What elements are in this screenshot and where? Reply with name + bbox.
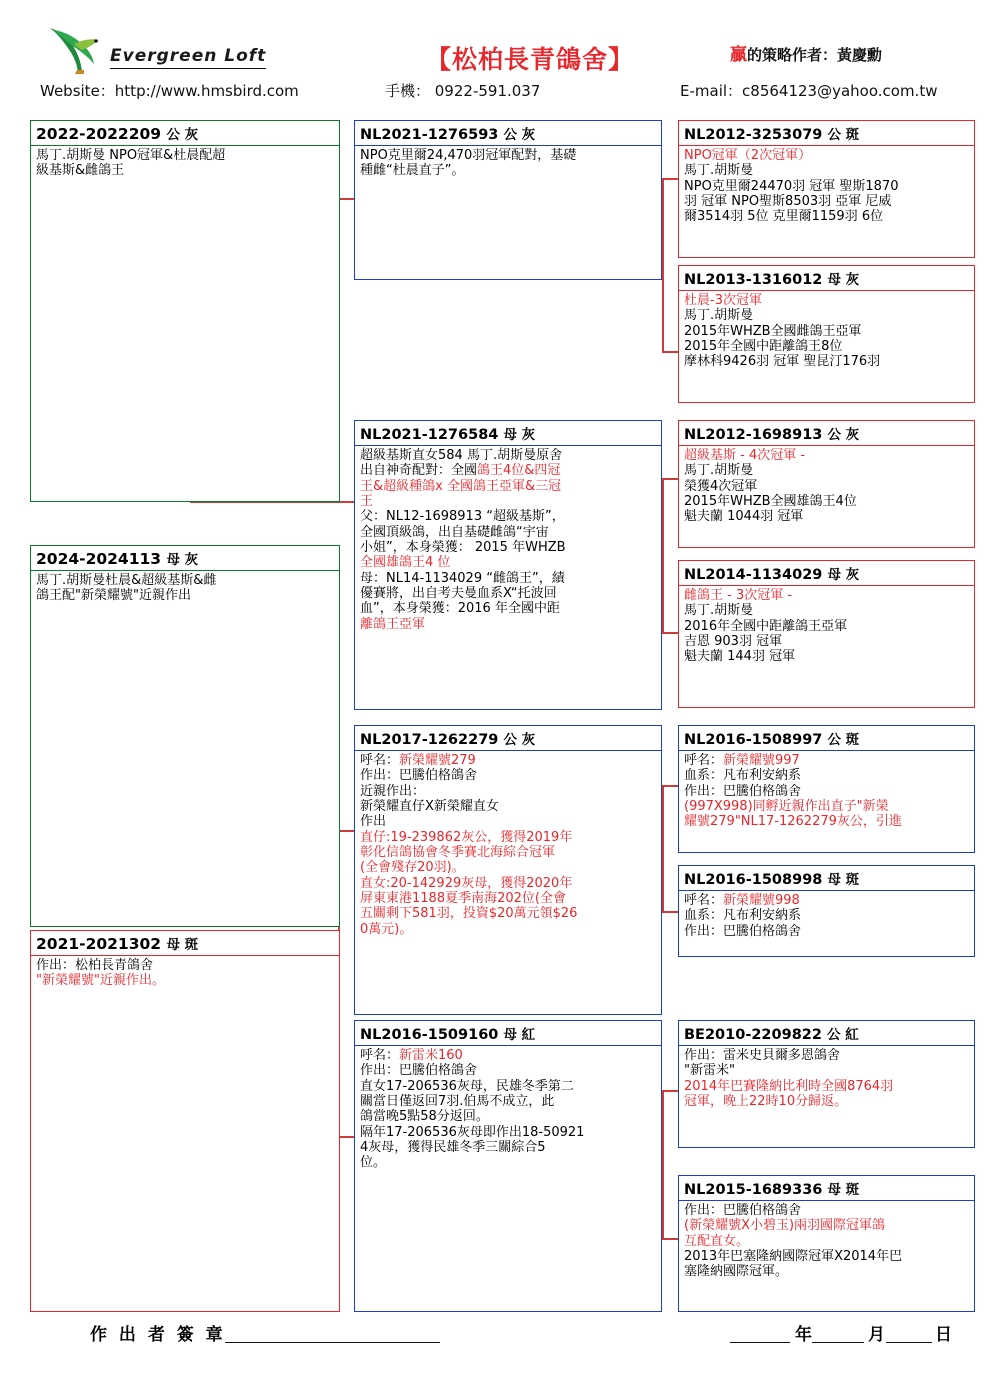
- website-text: Website：http://www.hmsbird.com: [40, 82, 299, 100]
- pedigree-box-gen3-4[interactable]: [678, 560, 975, 708]
- text-line: 作出：巴騰伯格鴿舍: [684, 783, 802, 799]
- sex-color: 母 紅: [503, 1027, 536, 1043]
- seg: 呼名：: [684, 893, 724, 908]
- text-line: 母：NL14-1134029 “雌鴿王”，績: [360, 570, 565, 586]
- sex-color: 公 灰: [503, 732, 536, 748]
- box-header: [31, 121, 339, 146]
- text-line: NPO冠軍（2次冠軍）: [684, 148, 812, 163]
- box-header: [679, 561, 974, 586]
- sex-color: 母 灰: [503, 427, 536, 443]
- box-header: [355, 421, 661, 446]
- ring-number: NL2015-1689336: [684, 1182, 823, 1198]
- text-line: "新榮耀號"近親作出。: [36, 973, 165, 989]
- text-line: [360, 448, 657, 463]
- box-header: [679, 866, 974, 891]
- seg: 呼名：: [360, 753, 400, 768]
- sex-color: 母 灰: [827, 567, 860, 583]
- box-body: [679, 446, 974, 527]
- text-line: NPO克里爾24470羽 冠軍 聖斯1870: [684, 178, 899, 194]
- box-header: [679, 726, 974, 751]
- box-body: [31, 146, 339, 181]
- ring-number: NL2014-1134029: [684, 567, 823, 583]
- pedigree-box-gen1-2[interactable]: [30, 545, 340, 927]
- box-body: [355, 446, 661, 634]
- text-line: 全國頂級鴿，出自基礎雌鴿“宇宙: [360, 524, 549, 540]
- text-line: 關當日僅返回7羽.伯馬不成立，此: [360, 1093, 555, 1109]
- text-line: 爾3514羽 5位 克里爾1159羽 6位: [684, 209, 884, 225]
- dove-logo-icon: [44, 24, 102, 76]
- connector: [662, 478, 678, 480]
- pedigree-box-gen2-1[interactable]: [354, 120, 662, 280]
- connector: [662, 911, 678, 913]
- ring-number: NL2021-1276593: [360, 127, 499, 143]
- text-line: 小姐”，本身榮獲： 2015 年WHZB: [360, 539, 566, 555]
- ring-number: NL2013-1316012: [684, 272, 823, 288]
- ring-number: 2024-2024113: [36, 550, 162, 568]
- box-body: [31, 571, 339, 606]
- phone-text: 手機： 0922-591.037: [385, 82, 541, 100]
- text-line: 作出: [360, 814, 387, 830]
- day-line[interactable]: [886, 1342, 932, 1343]
- text-line: (997X998)同孵近親作出直子"新榮: [684, 798, 889, 814]
- text-line: 摩林科9426羽 冠軍 聖昆汀176羽: [684, 354, 881, 370]
- month-line[interactable]: [812, 1342, 864, 1343]
- sex-color: 公 灰: [166, 127, 199, 143]
- sex-color: 母 斑: [166, 937, 199, 953]
- text-line: 馬丁.胡斯曼: [684, 603, 754, 619]
- text-line: 2015年全國中距離鴿王8位: [684, 338, 843, 354]
- text-line: 吉恩 903羽 冠軍: [684, 633, 783, 649]
- loft-name-en: Evergreen Loft: [110, 46, 266, 69]
- signature-label: 作 出 者 簽 章: [90, 1325, 226, 1345]
- text-line: 彰化信鴿協會冬季賽北海綜合冠軍: [360, 844, 556, 860]
- seg: 呼名：: [360, 1048, 400, 1063]
- page-title: 【松柏長青鴿舍】: [425, 45, 634, 74]
- box-body: [679, 586, 974, 667]
- text-line: 全國雄鴿王4 位: [360, 555, 451, 571]
- text-line: [360, 753, 657, 768]
- text-line: 馬丁.胡斯曼: [684, 308, 754, 324]
- text-line: 直女17-206536灰母，民雄冬季第二: [360, 1078, 574, 1094]
- text-line: 優賽將，出自考夫曼血系X“托波回: [360, 585, 557, 601]
- box-body: [679, 146, 974, 227]
- text-line: NPO克里爾24,470羽冠軍配對，基礎: [360, 148, 577, 163]
- text-line: 種雌“杜晨直子”。: [360, 163, 465, 179]
- ring-number: NL2016-1509160: [360, 1027, 499, 1043]
- sex-color: 公 斑: [827, 732, 860, 748]
- page-header: [30, 18, 975, 118]
- box-header: [355, 121, 661, 146]
- year-label: 年: [795, 1325, 815, 1345]
- text-line: 馬丁.胡斯曼: [684, 463, 754, 479]
- connector: [662, 632, 678, 634]
- box-header: [355, 1021, 661, 1046]
- text-line: 父：NL12-1698913 “超級基斯”，: [360, 509, 565, 525]
- text-line: (新榮耀號X小碧玉)兩羽國際冠軍鴿: [684, 1218, 886, 1234]
- connector: [662, 785, 664, 913]
- text-line: 2013年巴塞隆納國際冠軍X2014年巴: [684, 1248, 903, 1264]
- text-line: 4灰母，獲得民雄冬季三關綜合5: [360, 1139, 546, 1155]
- pedigree-box-gen1-3[interactable]: [30, 930, 340, 1312]
- text-line: 直女:20-142929灰母，獲得2020年: [360, 875, 573, 891]
- text-line: 魁夫蘭 1044羽 冠軍: [684, 509, 804, 525]
- text-line: 作出：巴騰伯格鴿舍: [684, 923, 802, 939]
- ring-number: NL2016-1508998: [684, 872, 823, 888]
- pedigree-box-gen3-3[interactable]: [678, 420, 975, 548]
- box-body: [355, 146, 661, 181]
- seg: 超級基斯直女584 馬丁.胡斯曼原舍: [360, 448, 563, 463]
- text-line: "新雷米": [684, 1063, 735, 1079]
- text-line: 耀號279"NL17-1262279灰公，引進: [684, 814, 902, 830]
- text-line: 馬丁.胡斯曼: [684, 163, 754, 179]
- sex-color: 母 斑: [827, 1182, 860, 1198]
- box-header: [679, 421, 974, 446]
- text-line: 作出：巴騰伯格鴿舍: [360, 1063, 478, 1079]
- pedigree-box-gen2-3[interactable]: [354, 725, 662, 1015]
- connector: [338, 1136, 354, 1138]
- text-line: 馬丁.胡斯曼 NPO冠軍&杜晨配超: [36, 148, 226, 163]
- text-line: [684, 753, 970, 768]
- text-line: 新榮耀直仔X新榮耀直女: [360, 798, 499, 814]
- seg-red: 新榮耀號997: [723, 753, 800, 768]
- connector: [338, 830, 354, 832]
- pedigree-box-gen2-2[interactable]: [354, 420, 662, 710]
- connector: [662, 478, 664, 634]
- box-header: [31, 546, 339, 571]
- box-body: [355, 751, 661, 939]
- month-label: 月: [868, 1325, 888, 1345]
- author-text: [730, 40, 882, 65]
- sex-color: 公 灰: [827, 427, 860, 443]
- text-line: 王: [360, 493, 374, 509]
- box-body: [355, 1046, 661, 1173]
- text-line: 杜晨-3次冠軍: [684, 293, 762, 308]
- ring-number: BE2010-2209822: [684, 1027, 822, 1043]
- ring-number: NL2012-3253079: [684, 127, 823, 143]
- connector: [662, 1238, 678, 1240]
- text-line: 冠軍，晚上22時10分歸返。: [684, 1093, 848, 1109]
- text-line: 互配直女。: [684, 1233, 750, 1249]
- pedigree-box-gen3-6[interactable]: [678, 865, 975, 957]
- seg: 呼名：: [684, 753, 724, 768]
- day-label: 日: [935, 1325, 955, 1345]
- connector: [662, 178, 664, 353]
- text-line: 0萬元)。: [360, 921, 413, 937]
- ring-number: 2022-2022209: [36, 125, 162, 143]
- text-line: 王&超級種鴿x 全國鴿王亞軍&三冠: [360, 478, 562, 494]
- box-body: [31, 956, 339, 991]
- text-line: 2015年WHZB全國雄鴿王4位: [684, 493, 857, 509]
- text-line: 隔年17-206536灰母即作出18-50921: [360, 1124, 585, 1140]
- seg-red: 新榮耀號998: [723, 893, 800, 908]
- text-line: 羽 冠軍 NPO聖斯8503羽 亞軍 尼威: [684, 193, 892, 209]
- text-line: 超級基斯 - 4次冠軍 -: [684, 448, 806, 463]
- box-header: [679, 1021, 974, 1046]
- box-header: [355, 726, 661, 751]
- ring-number: NL2017-1262279: [360, 732, 499, 748]
- connector: [662, 785, 678, 787]
- text-line: 鴿王配"新榮耀號"近親作出: [36, 588, 191, 604]
- text-line: [360, 1048, 657, 1063]
- text-line: 魁夫蘭 144羽 冠軍: [684, 649, 796, 665]
- box-header: [679, 1176, 974, 1201]
- text-line: 近親作出：: [360, 783, 426, 799]
- connector: [338, 501, 354, 503]
- sex-color: 公 紅: [827, 1027, 859, 1043]
- pedigree-box-gen3-8[interactable]: [678, 1175, 975, 1312]
- text-line: 級基斯&雌鴿王: [36, 163, 125, 179]
- connector: [662, 178, 678, 180]
- author-rest: 的策略作者：黃慶勳: [747, 46, 883, 64]
- text-line: (全會殘存20羽)。: [360, 860, 465, 876]
- text-line: 馬丁.胡斯曼杜晨&超級基斯&雌: [36, 573, 217, 588]
- pedigree-box-gen3-2[interactable]: [678, 265, 975, 403]
- sex-color: 母 灰: [166, 552, 199, 568]
- connector: [338, 198, 354, 200]
- box-body: [679, 1201, 974, 1282]
- sex-color: 公 斑: [827, 127, 860, 143]
- box-header: [31, 931, 339, 956]
- text-line: 作出：巴騰伯格鴿舍: [684, 1203, 802, 1218]
- box-body: [679, 751, 974, 832]
- text-line: 2015年WHZB全國雌鴿王亞軍: [684, 323, 862, 339]
- text-line: 離鴿王亞軍: [360, 616, 426, 632]
- text-line: 五關剩下581羽，投資$20萬元領$26: [360, 906, 578, 922]
- pedigree-box-gen3-7[interactable]: [678, 1020, 975, 1148]
- box-body: [679, 291, 974, 372]
- ring-number: NL2012-1698913: [684, 427, 823, 443]
- seg-red: 新雷米160: [399, 1048, 463, 1063]
- box-body: [679, 1046, 974, 1111]
- text-line: 榮獲4次冠軍: [684, 478, 758, 494]
- text-line: 塞隆納國際冠軍。: [684, 1264, 789, 1280]
- author-win-char: 贏: [730, 45, 747, 65]
- ring-number: NL2016-1508997: [684, 732, 823, 748]
- text-line: 屏東東港1188夏季南海202位(全會: [360, 890, 566, 906]
- text-line: 2014年巴賽隆納比利時全國8764羽: [684, 1078, 894, 1094]
- connector: [662, 1090, 664, 1240]
- text-line: 雌鴿王 - 3次冠軍 -: [684, 588, 793, 603]
- text-line: 位。: [360, 1155, 387, 1171]
- sex-color: 公 灰: [503, 127, 536, 143]
- text-line: 作出：巴騰伯格鴿舍: [360, 768, 478, 784]
- box-header: [679, 266, 974, 291]
- seg-red: 新榮耀號279: [399, 753, 476, 768]
- text-line: 鴿當晚5點58分返回。: [360, 1109, 489, 1125]
- text-line: [684, 893, 970, 908]
- year-line[interactable]: [730, 1342, 790, 1343]
- text-line: [360, 463, 657, 478]
- box-body: [679, 891, 974, 941]
- pedigree-box-gen3-1[interactable]: [678, 120, 975, 258]
- pedigree-box-gen1-1[interactable]: [30, 120, 340, 502]
- text-line: 作出：雷米史貝爾多恩鴿舍: [684, 1048, 841, 1063]
- text-line: 作出：松柏長青鴿舍: [36, 958, 154, 973]
- seg-red: 鴿王4位&四冠: [477, 463, 561, 479]
- email-text: E-mail：c8564123@yahoo.com.tw: [680, 82, 938, 100]
- pedigree-box-gen2-4[interactable]: [354, 1020, 662, 1312]
- signature-line[interactable]: [225, 1342, 440, 1343]
- box-header: [679, 121, 974, 146]
- ring-number: 2021-2021302: [36, 935, 162, 953]
- sex-color: 母 斑: [827, 872, 860, 888]
- connector: [662, 351, 678, 353]
- pedigree-box-gen3-5[interactable]: [678, 725, 975, 853]
- connector: [662, 1090, 678, 1092]
- text-line: 血系：凡布利安納系: [684, 768, 802, 784]
- text-line: 血系：凡布利安納系: [684, 908, 802, 924]
- ring-number: NL2021-1276584: [360, 427, 499, 443]
- sex-color: 母 灰: [827, 272, 860, 288]
- text-line: 直仔:19-239862灰公，獲得2019年: [360, 829, 573, 845]
- text-line: 2016年全國中距離鴿王亞軍: [684, 618, 848, 634]
- seg: 出自神奇配對：全國: [360, 463, 478, 479]
- text-line: 血”，本身榮獲：2016 年全國中距: [360, 601, 560, 617]
